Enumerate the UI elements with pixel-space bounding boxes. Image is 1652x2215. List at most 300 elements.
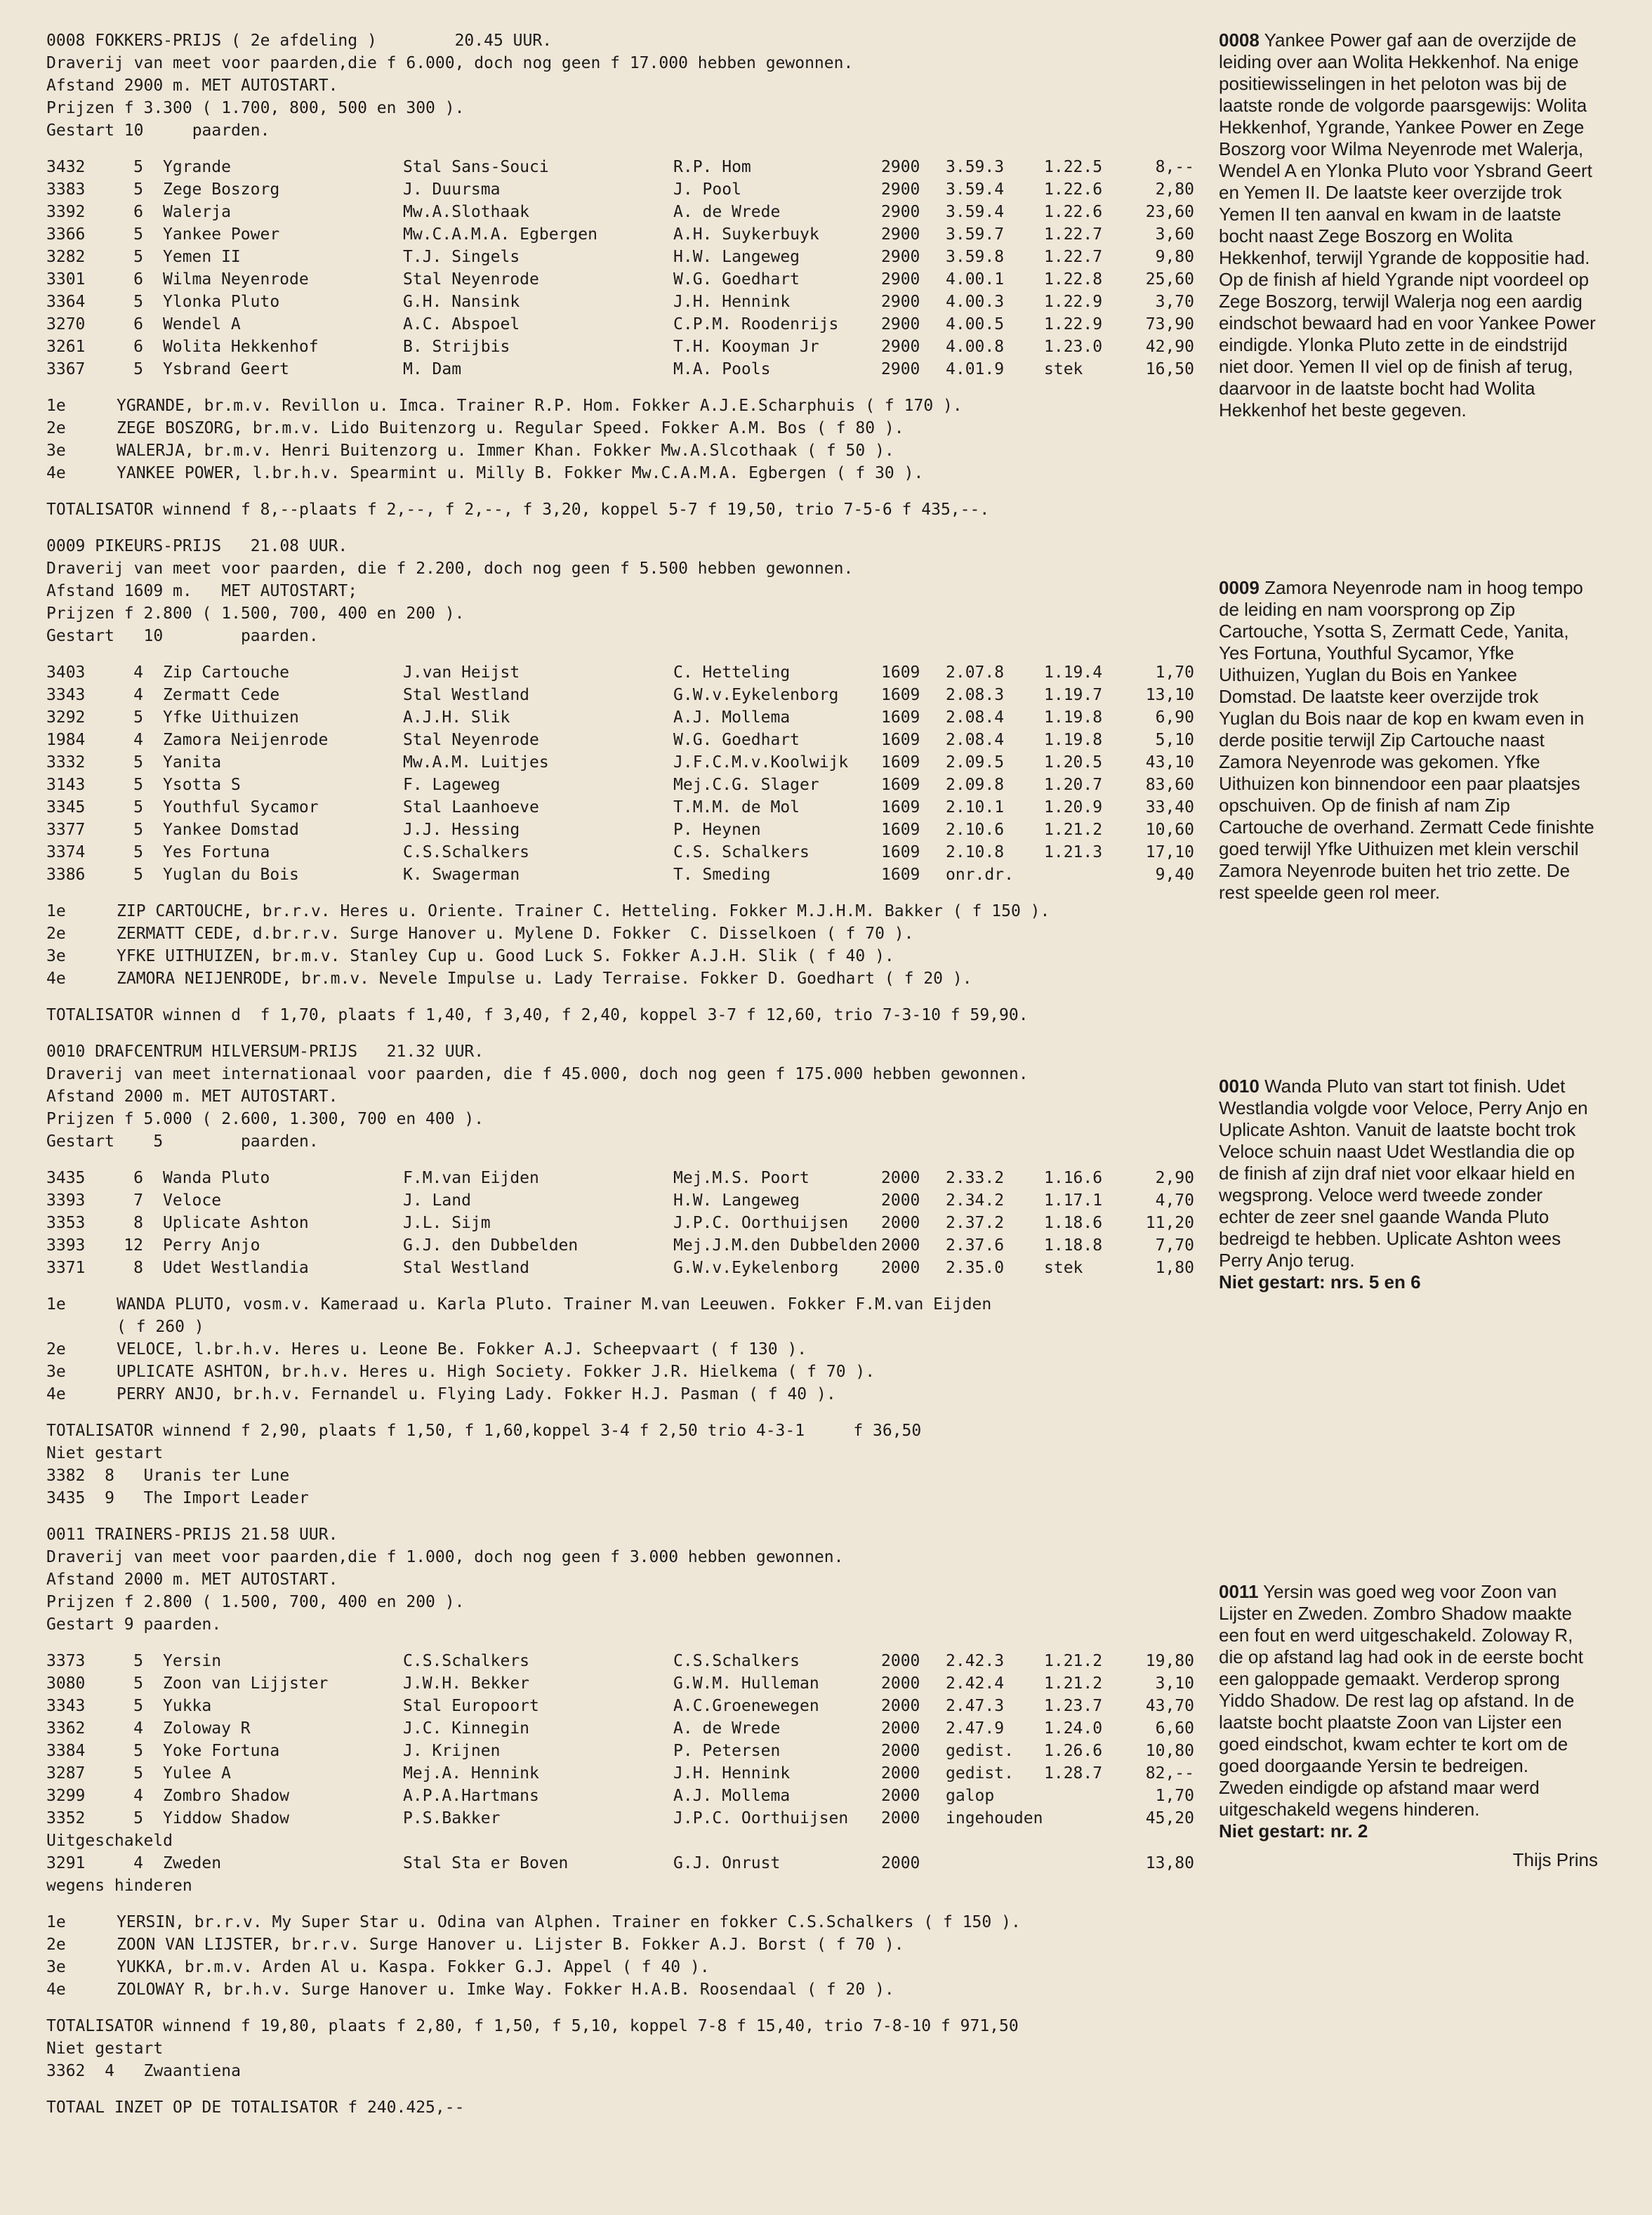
result-nr: 3353 bbox=[46, 1214, 86, 1232]
result-km: 1.28.7 bbox=[1044, 1764, 1103, 1783]
result-row bbox=[46, 819, 1194, 841]
result-km bbox=[1044, 1852, 1135, 1875]
result-km: 1.18.6 bbox=[1044, 1214, 1103, 1232]
result-nr: 3364 bbox=[46, 293, 86, 311]
race-header: 0010 DRAFCENTRUM HILVERSUM-PRIJS 21.32 UUR. bbox=[46, 1043, 484, 1061]
result-owner: C.S.Schalkers bbox=[403, 843, 530, 861]
placing-text: ZOON VAN LIJSTER, br.r.v. Surge Hanover u. Lijster B. Fokker A.J. Borst ( f 70 ). bbox=[117, 1936, 904, 1954]
result-nr: 3291 bbox=[46, 1854, 86, 1872]
result-odds: 10,80 bbox=[1145, 1742, 1194, 1760]
result-dist: 2000 bbox=[881, 1191, 920, 1210]
result-nr: 3374 bbox=[46, 843, 86, 861]
placing-row bbox=[46, 1316, 1198, 1338]
result-time: 4.00.8 bbox=[946, 338, 1005, 356]
result-dist: 2900 bbox=[881, 180, 920, 199]
spacer bbox=[46, 1026, 1198, 1040]
result-horse: Wilma Neyenrode bbox=[163, 270, 309, 289]
report-number: 0011 bbox=[1219, 1581, 1259, 1602]
result-nr: 3345 bbox=[46, 798, 86, 816]
placing-position bbox=[46, 1316, 117, 1338]
result-owner: J. Land bbox=[403, 1191, 471, 1210]
race-condition: Prijzen f 2.800 ( 1.500, 700, 400 en 200 ). bbox=[46, 604, 465, 623]
result-nr: 3367 bbox=[46, 360, 86, 378]
result-age: 5 bbox=[133, 776, 143, 794]
result-odds: 7,70 bbox=[1155, 1236, 1194, 1255]
spacer bbox=[46, 1406, 1198, 1420]
spacer bbox=[46, 1509, 1198, 1523]
result-dist: 2000 bbox=[881, 1787, 920, 1805]
result-owner: G.J. den Dubbelden bbox=[403, 1236, 579, 1255]
result-driver: T.M.M. de Mol bbox=[673, 798, 800, 816]
placing-position: 4e bbox=[46, 1385, 66, 1403]
result-horse: Wanda Pluto bbox=[163, 1169, 270, 1187]
result-dist: 2900 bbox=[881, 338, 920, 356]
result-dist: 2000 bbox=[881, 1764, 920, 1783]
result-owner: M. Dam bbox=[403, 360, 462, 378]
placing-position: 4e bbox=[46, 970, 66, 988]
result-time: 2.07.8 bbox=[946, 663, 1005, 682]
result-row bbox=[46, 358, 1194, 381]
result-time: 4.01.9 bbox=[946, 360, 1005, 378]
placing-row bbox=[46, 395, 1198, 417]
result-km: 1.21.2 bbox=[1044, 1674, 1103, 1693]
spacer bbox=[46, 1636, 1198, 1650]
result-time: 2.08.4 bbox=[946, 708, 1005, 727]
result-dist: 1609 bbox=[881, 731, 920, 749]
result-row bbox=[46, 246, 1194, 268]
result-odds: 11,20 bbox=[1145, 1214, 1194, 1232]
result-horse: Yanita bbox=[163, 753, 222, 772]
result-odds: 23,60 bbox=[1145, 203, 1194, 221]
result-driver: C. Hetteling bbox=[673, 663, 791, 682]
result-driver: P. Petersen bbox=[673, 1742, 781, 1760]
result-km: 1.20.7 bbox=[1044, 776, 1103, 794]
result-km: 1.22.6 bbox=[1044, 203, 1103, 221]
not-started-line: 3435 9 The Import Leader bbox=[46, 1489, 309, 1507]
result-odds: 4,70 bbox=[1155, 1191, 1194, 1210]
result-owner: J. Duursma bbox=[403, 180, 501, 199]
result-horse: Yankee Domstad bbox=[163, 821, 299, 839]
spacer bbox=[46, 142, 1198, 156]
result-owner: A.P.A.Hartmans bbox=[403, 1787, 539, 1805]
result-row bbox=[46, 841, 1194, 864]
results-note: wegens hinderen bbox=[46, 1877, 192, 1895]
result-horse: Yes Fortuna bbox=[163, 843, 270, 861]
placing-position: 1e bbox=[46, 397, 66, 415]
placing-text: UPLICATE ASHTON, br.h.v. Heres u. High Society. Fokker J.R. Hielkema ( f 70 ). bbox=[117, 1363, 875, 1381]
result-dist: 2000 bbox=[881, 1742, 920, 1760]
spacer bbox=[46, 521, 1198, 535]
result-nr: 3393 bbox=[46, 1236, 86, 1255]
result-odds: 6,60 bbox=[1155, 1719, 1194, 1738]
result-nr: 3270 bbox=[46, 315, 86, 333]
result-km bbox=[1044, 864, 1135, 886]
spacer bbox=[46, 484, 1198, 498]
placing-row bbox=[46, 1956, 1198, 1978]
result-nr: 3343 bbox=[46, 1697, 86, 1715]
result-age: 5 bbox=[133, 1742, 143, 1760]
placing-text: ZIP CARTOUCHE, br.r.v. Heres u. Oriente. Trainer C. Hetteling. Fokker M.J.H.M. Bakker ( f 150 ). bbox=[117, 902, 1050, 920]
spacer bbox=[46, 2082, 1198, 2096]
result-dist: 2000 bbox=[881, 1214, 920, 1232]
not-started-line: 3362 4 Zwaantiena bbox=[46, 2062, 241, 2080]
result-driver: J.H. Hennink bbox=[673, 1764, 791, 1783]
result-age: 5 bbox=[133, 180, 143, 199]
result-odds: 2,80 bbox=[1155, 180, 1194, 199]
result-nr: 3371 bbox=[46, 1259, 86, 1277]
result-time: 2.08.3 bbox=[946, 686, 1005, 704]
result-km: 1.20.5 bbox=[1044, 753, 1103, 772]
result-dist: 1609 bbox=[881, 821, 920, 839]
result-km: 1.22.7 bbox=[1044, 225, 1103, 244]
result-horse: Zege Boszorg bbox=[163, 180, 280, 199]
placing-row bbox=[46, 1293, 1198, 1316]
placing-position: 1e bbox=[46, 1295, 66, 1314]
placing-row bbox=[46, 1933, 1198, 1956]
result-owner: Stal Sta er Boven bbox=[403, 1854, 569, 1872]
result-driver: A.C.Groenewegen bbox=[673, 1697, 819, 1715]
result-driver: C.P.M. Roodenrijs bbox=[673, 315, 839, 333]
result-driver: C.S.Schalkers bbox=[673, 1652, 800, 1670]
spacer bbox=[46, 647, 1198, 661]
result-km: 1.23.0 bbox=[1044, 338, 1103, 356]
result-horse: Yoke Fortuna bbox=[163, 1742, 280, 1760]
result-owner: Stal Westland bbox=[403, 1259, 530, 1277]
race-report bbox=[1219, 1076, 1598, 1293]
result-dist: 1609 bbox=[881, 708, 920, 727]
result-km: 1.22.9 bbox=[1044, 293, 1103, 311]
result-km: 1.18.8 bbox=[1044, 1236, 1103, 1255]
result-nr: 3352 bbox=[46, 1809, 86, 1827]
result-driver: A. de Wrede bbox=[673, 1719, 781, 1738]
result-horse: Ysotta S bbox=[163, 776, 241, 794]
result-horse: Zombro Shadow bbox=[163, 1787, 290, 1805]
result-dist: 2000 bbox=[881, 1652, 920, 1670]
result-age: 6 bbox=[133, 315, 143, 333]
placing-text: ZERMATT CEDE, d.br.r.v. Surge Hanover u. Mylene D. Fokker C. Disselkoen ( f 70 ). bbox=[117, 925, 914, 943]
result-horse: Zamora Neijenrode bbox=[163, 731, 329, 749]
result-driver: R.P. Hom bbox=[673, 158, 751, 176]
placing-row bbox=[46, 900, 1198, 923]
result-time: 2.33.2 bbox=[946, 1169, 1005, 1187]
result-nr: 3301 bbox=[46, 270, 86, 289]
race-condition: Gestart 10 paarden. bbox=[46, 627, 319, 645]
result-km: 1.22.7 bbox=[1044, 248, 1103, 266]
result-age: 7 bbox=[133, 1191, 143, 1210]
totalisator-line: TOTALISATOR winnend f 8,--plaats f 2,--, f 2,--, f 3,20, koppel 5-7 f 19,50, trio 7-5-6 f 435,--. bbox=[46, 501, 990, 519]
race-condition: Draverij van meet internationaal voor paarden, die f 45.000, doch nog geen f 175.000 hebben gewonnen. bbox=[46, 1065, 1029, 1083]
result-row bbox=[46, 1257, 1194, 1279]
totalisator-line: TOTALISATOR winnen d f 1,70, plaats f 1,40, f 3,40, f 2,40, koppel 3-7 f 12,60, trio 7-3-10 f 59,90. bbox=[46, 1006, 1029, 1024]
result-owner: C.S.Schalkers bbox=[403, 1652, 530, 1670]
result-dist: 2000 bbox=[881, 1719, 920, 1738]
result-owner: J.W.H. Bekker bbox=[403, 1674, 530, 1693]
placing-text: YUKKA, br.m.v. Arden Al u. Kaspa. Fokker G.J. Appel ( f 40 ). bbox=[117, 1958, 710, 1976]
result-owner: T.J. Singels bbox=[403, 248, 520, 266]
result-age: 6 bbox=[133, 203, 143, 221]
result-age: 5 bbox=[133, 248, 143, 266]
result-nr: 3287 bbox=[46, 1764, 86, 1783]
result-owner: Stal Europoort bbox=[403, 1697, 539, 1715]
result-age: 6 bbox=[133, 1169, 143, 1187]
result-odds: 5,10 bbox=[1155, 731, 1194, 749]
result-horse: Yemen II bbox=[163, 248, 241, 266]
result-driver: J.P.C. Oorthuijsen bbox=[673, 1809, 849, 1827]
result-time: 2.08.4 bbox=[946, 731, 1005, 749]
race-condition: Afstand 2000 m. MET AUTOSTART. bbox=[46, 1571, 338, 1589]
result-dist: 2000 bbox=[881, 1259, 920, 1277]
spacer bbox=[46, 886, 1198, 900]
result-odds: 10,60 bbox=[1145, 821, 1194, 839]
result-horse: Yersin bbox=[163, 1652, 222, 1670]
result-time: 2.10.1 bbox=[946, 798, 1005, 816]
result-row bbox=[46, 1650, 1194, 1672]
result-time: 3.59.3 bbox=[946, 158, 1005, 176]
placing-row bbox=[46, 1383, 1198, 1406]
spacer bbox=[46, 2001, 1198, 2015]
result-odds: 83,60 bbox=[1145, 776, 1194, 794]
result-dist: 2000 bbox=[881, 1674, 920, 1693]
placing-text: YANKEE POWER, l.br.h.v. Spearmint u. Milly B. Fokker Mw.C.A.M.A. Egbergen ( f 30 ). bbox=[117, 464, 924, 482]
result-km: 1.21.3 bbox=[1044, 843, 1103, 861]
placing-row bbox=[46, 1911, 1198, 1933]
result-odds: 25,60 bbox=[1145, 270, 1194, 289]
placing-position: 2e bbox=[46, 419, 66, 437]
result-dist: 2900 bbox=[881, 315, 920, 333]
report-text: Zamora Neyenrode nam in hoog tempo de leiding en nam voorsprong op Zip Cartouche, Ysotta S, Zermatt Cede, Yanita, Yes Fortuna, Youthful Sycamor, Yfke Uithuizen, Yuglan du Bois en Yankee Domstad. De laatste keer overzijde trok Yuglan du Bois naar de kop en kwam even in derde positie terwijl Zip Cartouche naast Zamora Neyenrode was gekomen. Yfke Uithuizen kon binnendoor een paar plaatsjes opschuiven. Op de finish af nam Zip Cartouche de overhand. Zermatt Cede finishte goed terwijl Yfke Uithuizen met klein verschil Zamora Neyenrode buiten het trio zette. De rest speelde geen rol meer. bbox=[1219, 577, 1594, 903]
placing-position: 3e bbox=[46, 947, 66, 965]
result-age: 4 bbox=[133, 663, 143, 682]
result-odds: 42,90 bbox=[1145, 338, 1194, 356]
race-condition: Afstand 2900 m. MET AUTOSTART. bbox=[46, 77, 338, 95]
result-dist: 2900 bbox=[881, 270, 920, 289]
report-number: 0010 bbox=[1219, 1076, 1260, 1097]
result-row bbox=[46, 336, 1194, 358]
result-km: 1.17.1 bbox=[1044, 1191, 1103, 1210]
result-row bbox=[46, 313, 1194, 336]
result-row bbox=[46, 1672, 1194, 1695]
result-age: 4 bbox=[133, 1854, 143, 1872]
placing-row bbox=[46, 945, 1198, 967]
placing-text: YGRANDE, br.m.v. Revillon u. Imca. Trainer R.P. Hom. Fokker A.J.E.Scharphuis ( f 170 ). bbox=[117, 397, 963, 415]
result-time: 3.59.8 bbox=[946, 248, 1005, 266]
race-report bbox=[1219, 29, 1598, 421]
result-time: gedist. bbox=[946, 1764, 1014, 1783]
result-nr: 3384 bbox=[46, 1742, 86, 1760]
result-driver: J.P.C. Oorthuijsen bbox=[673, 1214, 849, 1232]
result-odds: 17,10 bbox=[1145, 843, 1194, 861]
report-not-started: Niet gestart: nrs. 5 en 6 bbox=[1219, 1271, 1421, 1292]
result-horse: Zoon van Lijjster bbox=[163, 1674, 329, 1693]
race-condition: Afstand 1609 m. MET AUTOSTART; bbox=[46, 582, 358, 600]
result-owner: J.van Heijst bbox=[403, 663, 520, 682]
result-age: 8 bbox=[133, 1259, 143, 1277]
result-dist: 2900 bbox=[881, 360, 920, 378]
result-driver: Mej.J.M.den Dubbelden bbox=[673, 1236, 878, 1255]
result-owner: J.L. Sijm bbox=[403, 1214, 491, 1232]
placing-position: 4e bbox=[46, 464, 66, 482]
result-time: gedist. bbox=[946, 1742, 1014, 1760]
result-km: 1.21.2 bbox=[1044, 821, 1103, 839]
result-odds: 45,20 bbox=[1145, 1809, 1194, 1827]
result-horse: Yiddow Shadow bbox=[163, 1809, 290, 1827]
results-table bbox=[46, 1852, 1194, 1875]
result-age: 12 bbox=[124, 1236, 143, 1255]
result-driver: M.A. Pools bbox=[673, 360, 771, 378]
placing-text: WANDA PLUTO, vosm.v. Kameraad u. Karla Pluto. Trainer M.van Leeuwen. Fokker F.M.van Eijden bbox=[117, 1295, 992, 1314]
result-owner: P.S.Bakker bbox=[403, 1809, 501, 1827]
race-section bbox=[46, 535, 1198, 1040]
result-age: 5 bbox=[133, 821, 143, 839]
result-row bbox=[46, 1189, 1194, 1212]
placing-position: 3e bbox=[46, 1363, 66, 1381]
result-owner: Stal Neyenrode bbox=[403, 270, 539, 289]
placing-position: 3e bbox=[46, 1958, 66, 1976]
result-age: 4 bbox=[133, 731, 143, 749]
result-time: 2.37.2 bbox=[946, 1214, 1005, 1232]
result-driver: J.F.C.M.v.Koolwijk bbox=[673, 753, 849, 772]
result-km: 1.19.7 bbox=[1044, 686, 1103, 704]
result-horse: Zermatt Cede bbox=[163, 686, 280, 704]
placing-position: 2e bbox=[46, 1936, 66, 1954]
placing-text: ZAMORA NEIJENRODE, br.m.v. Nevele Impulse u. Lady Terraise. Fokker D. Goedhart ( f 20 ). bbox=[117, 970, 972, 988]
result-owner: Mw.A.Slothaak bbox=[403, 203, 530, 221]
result-odds: 43,10 bbox=[1145, 753, 1194, 772]
placing-position: 2e bbox=[46, 925, 66, 943]
result-time: 4.00.5 bbox=[946, 315, 1005, 333]
result-row bbox=[46, 1762, 1194, 1785]
results-note: Uitgeschakeld bbox=[46, 1832, 173, 1850]
result-age: 5 bbox=[133, 1764, 143, 1783]
result-horse: Youthful Sycamor bbox=[163, 798, 319, 816]
result-row bbox=[46, 291, 1194, 313]
result-dist: 2900 bbox=[881, 248, 920, 266]
result-time: 2.10.6 bbox=[946, 821, 1005, 839]
race-section bbox=[46, 1523, 1198, 2096]
result-time: onr.dr. bbox=[946, 866, 1014, 884]
result-nr: 3343 bbox=[46, 686, 86, 704]
result-row bbox=[46, 751, 1194, 774]
result-nr: 3403 bbox=[46, 663, 86, 682]
result-driver: A.H. Suykerbuyk bbox=[673, 225, 819, 244]
result-owner: Mej.A. Hennink bbox=[403, 1764, 539, 1783]
race-condition: Prijzen f 5.000 ( 2.600, 1.300, 700 en 400 ). bbox=[46, 1110, 484, 1128]
totalisator-line: TOTALISATOR winnend f 19,80, plaats f 2,80, f 1,50, f 5,10, koppel 7-8 f 15,40, trio 7-8-10 f 971,50 bbox=[46, 2017, 1019, 2035]
result-km: 1.21.2 bbox=[1044, 1652, 1103, 1670]
author-signature: Thijs Prins bbox=[1512, 1849, 1598, 1870]
race-condition: Prijzen f 2.800 ( 1.500, 700, 400 en 200 ). bbox=[46, 1593, 465, 1611]
result-row bbox=[46, 223, 1194, 246]
result-owner: F.M.van Eijden bbox=[403, 1169, 539, 1187]
result-time bbox=[946, 1852, 1044, 1875]
result-age: 5 bbox=[133, 708, 143, 727]
not-started-line: Niet gestart bbox=[46, 2039, 164, 2058]
result-horse: Walerja bbox=[163, 203, 231, 221]
result-dist: 2900 bbox=[881, 203, 920, 221]
result-odds: 1,80 bbox=[1155, 1259, 1194, 1277]
result-nr: 3435 bbox=[46, 1169, 86, 1187]
results-column bbox=[46, 29, 1198, 2119]
result-horse: Zoloway R bbox=[163, 1719, 251, 1738]
result-odds: 9,80 bbox=[1155, 248, 1194, 266]
result-horse: Udet Westlandia bbox=[163, 1259, 309, 1277]
result-nr: 3292 bbox=[46, 708, 86, 727]
result-nr: 3386 bbox=[46, 866, 86, 884]
result-row bbox=[46, 661, 1194, 684]
placing-position: 2e bbox=[46, 1340, 66, 1358]
result-nr: 3332 bbox=[46, 753, 86, 772]
result-time: 2.09.5 bbox=[946, 753, 1005, 772]
result-odds: 16,50 bbox=[1145, 360, 1194, 378]
result-nr: 3362 bbox=[46, 1719, 86, 1738]
result-time: ingehouden bbox=[946, 1809, 1043, 1827]
result-odds: 1,70 bbox=[1155, 1787, 1194, 1805]
race-section bbox=[46, 29, 1198, 535]
result-row bbox=[46, 156, 1194, 178]
results-table bbox=[46, 1167, 1194, 1279]
result-dist: 1609 bbox=[881, 663, 920, 682]
spacer bbox=[46, 1153, 1198, 1167]
result-dist: 1609 bbox=[881, 686, 920, 704]
result-owner: A.J.H. Slik bbox=[403, 708, 510, 727]
result-horse: Yankee Power bbox=[163, 225, 280, 244]
result-owner: K. Swagerman bbox=[403, 866, 520, 884]
result-driver: J. Pool bbox=[673, 180, 741, 199]
result-odds: 13,10 bbox=[1145, 686, 1194, 704]
result-odds: 3,60 bbox=[1155, 225, 1194, 244]
placing-text: YERSIN, br.r.v. My Super Star u. Odina van Alphen. Trainer en fokker C.S.Schalkers ( f 150 ). bbox=[117, 1913, 1021, 1931]
result-horse: Wendel A bbox=[163, 315, 241, 333]
result-driver: A.J. Mollema bbox=[673, 1787, 791, 1805]
spacer bbox=[46, 1279, 1198, 1293]
result-nr: 1984 bbox=[46, 731, 86, 749]
placing-text: ZEGE BOSZORG, br.m.v. Lido Buitenzorg u. Regular Speed. Fokker A.M. Bos ( f 80 ). bbox=[117, 419, 904, 437]
placing-row bbox=[46, 1338, 1198, 1361]
not-started-line: Niet gestart bbox=[46, 1444, 164, 1462]
result-age: 4 bbox=[133, 1719, 143, 1738]
placing-text: WALERJA, br.m.v. Henri Buitenzorg u. Immer Khan. Fokker Mw.A.Slcothaak ( f 50 ). bbox=[117, 442, 894, 460]
placing-position: 1e bbox=[46, 902, 66, 920]
result-time: galop bbox=[946, 1787, 995, 1805]
result-horse: Zweden bbox=[163, 1854, 222, 1872]
not-started-line: 3382 8 Uranis ter Lune bbox=[46, 1467, 290, 1485]
results-table bbox=[46, 661, 1194, 886]
race-condition: Draverij van meet voor paarden, die f 2.200, doch nog geen f 5.500 hebben gewonnen. bbox=[46, 560, 854, 578]
result-nr: 3282 bbox=[46, 248, 86, 266]
result-nr: 3261 bbox=[46, 338, 86, 356]
result-odds: 3,70 bbox=[1155, 293, 1194, 311]
result-owner: Mw.C.A.M.A. Egbergen bbox=[403, 225, 597, 244]
result-km: 1.19.8 bbox=[1044, 731, 1103, 749]
placing-row bbox=[46, 417, 1198, 439]
result-age: 4 bbox=[133, 686, 143, 704]
result-driver: G.W.v.Eykelenborg bbox=[673, 686, 839, 704]
result-dist: 2000 bbox=[881, 1169, 920, 1187]
result-km: stek bbox=[1044, 360, 1083, 378]
result-row bbox=[46, 201, 1194, 223]
result-time: 2.10.8 bbox=[946, 843, 1005, 861]
result-age: 5 bbox=[133, 843, 143, 861]
result-dist: 1609 bbox=[881, 753, 920, 772]
result-time: 3.59.4 bbox=[946, 203, 1005, 221]
result-km: 1.16.6 bbox=[1044, 1169, 1103, 1187]
result-km: 1.26.6 bbox=[1044, 1742, 1103, 1760]
result-row bbox=[46, 729, 1194, 751]
result-owner: J.C. Kinnegin bbox=[403, 1719, 530, 1738]
result-horse: Yfke Uithuizen bbox=[163, 708, 299, 727]
result-dist: 2000 bbox=[881, 1697, 920, 1715]
result-time: 2.35.0 bbox=[946, 1259, 1005, 1277]
